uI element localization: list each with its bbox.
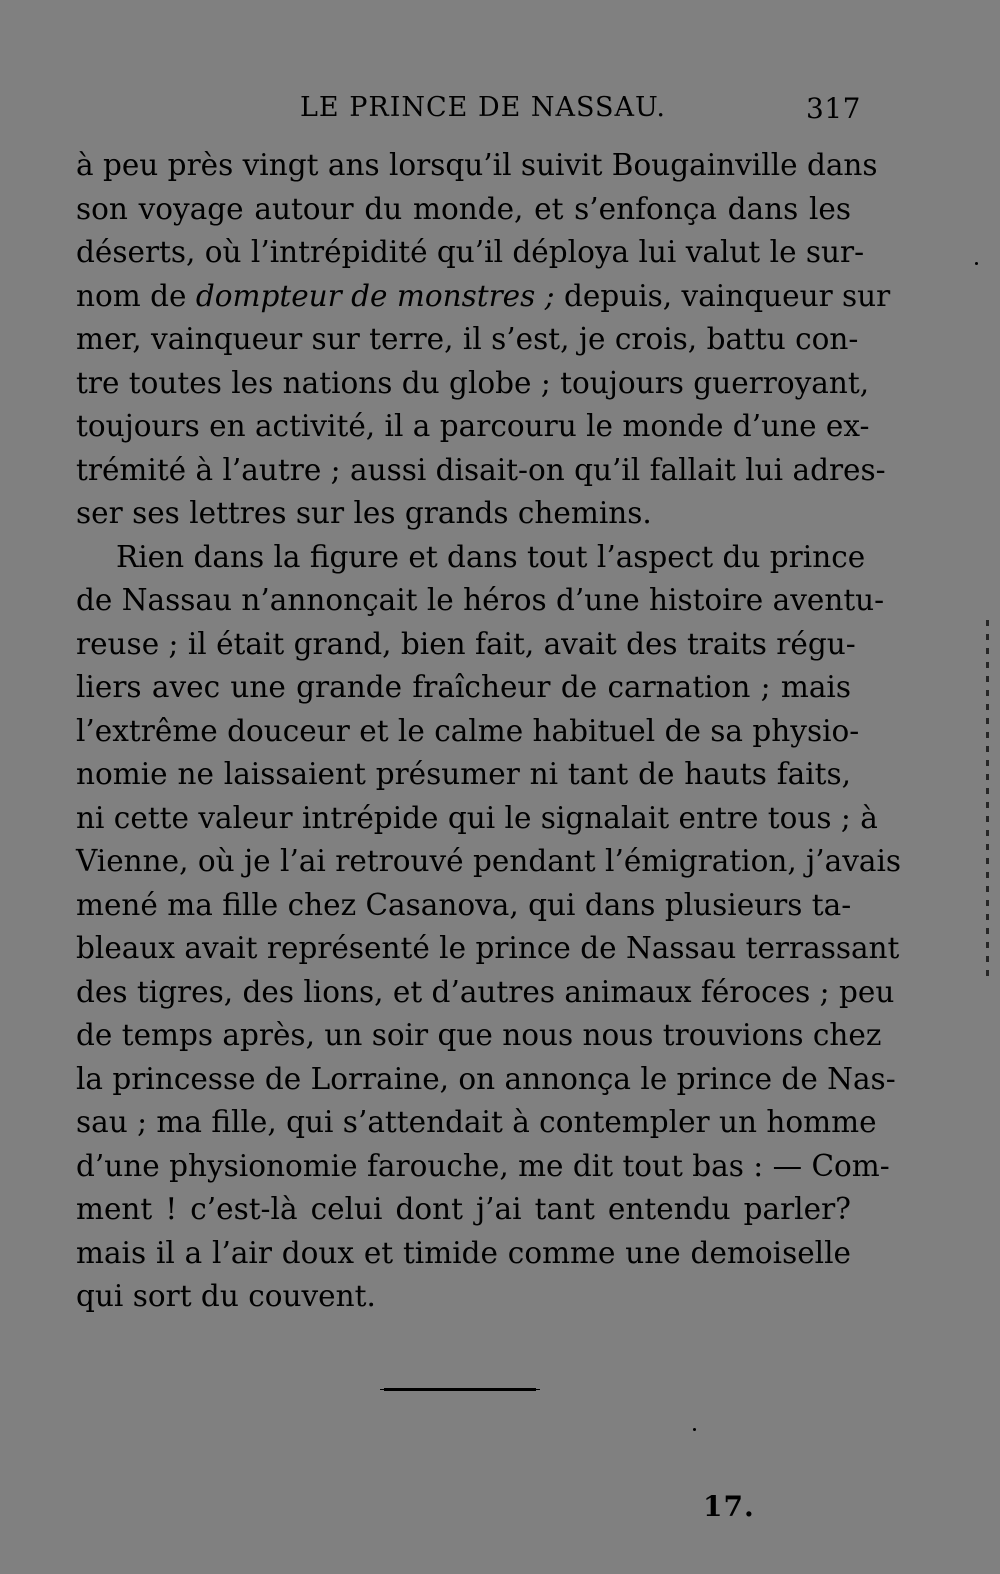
running-head [0, 92, 1000, 132]
text-line: Rien dans la figure et dans tout l’aspect du prince [116, 539, 866, 574]
text-line: nomie ne laissaient présumer ni tant de hauts faits, [76, 757, 851, 791]
text-line: trémité à l’autre ; aussi disait-on qu’il fallait lui adres- [76, 452, 886, 487]
text-line: déserts, où l’intrépidité qu’il déploya lui valut le sur- [76, 235, 865, 269]
text-line: Vienne, où je l’ai retrouvé pendant l’émigration, j’avais [76, 844, 902, 878]
page-edge-mark [986, 620, 989, 980]
text-line: bleaux avait représenté le prince de Nassau terrassant [76, 931, 900, 965]
text-line: qui sort du couvent. [76, 1279, 376, 1313]
text-line: ser ses lettres sur les grands chemins. [76, 496, 652, 530]
signature-mark: 17. [703, 1490, 755, 1523]
text-line: mer, vainqueur sur terre, il s’est, je crois, battu con- [76, 322, 859, 356]
text-line: la princesse de Lorraine, on annonça le prince de Nas- [76, 1061, 896, 1096]
text-line: son voyage autour du monde, et s’enfonça dans les [76, 191, 851, 226]
body-text [76, 144, 902, 1319]
running-title: LE PRINCE DE NASSAU. [300, 92, 666, 123]
print-speck [693, 1428, 696, 1431]
text-line: mais il a l’air doux et timide comme une demoiselle [76, 1235, 851, 1270]
text-line: d’une physionomie farouche, me dit tout bas : — Com- [76, 1148, 890, 1183]
text-line: des tigres, des lions, et d’autres animaux féroces ; peu [76, 974, 895, 1009]
text-line: ment ! c’est-là celui dont j’ai tant entendu parler? [76, 1192, 851, 1226]
text-line: toujours en activité, il a parcouru le monde d’une ex- [76, 409, 870, 443]
text-line-with-italic [76, 275, 891, 319]
paragraph-2 [76, 536, 902, 1319]
text-line: ni cette valeur intrépide qui le signalait entre tous ; à [76, 800, 878, 835]
section-end-rule [384, 1388, 536, 1391]
text-line: l’extrême douceur et le calme habituel de sa physio- [76, 713, 860, 748]
text-line: de temps après, un soir que nous nous trouvions chez [76, 1018, 882, 1052]
text-line: tre toutes les nations du globe ; toujours guerroyant, [76, 365, 870, 400]
page-number: 317 [806, 92, 861, 125]
text-line: liers avec une grande fraîcheur de carnation ; mais [76, 670, 851, 704]
line-segment: nom de [76, 278, 196, 313]
text-line: mené ma fille chez Casanova, qui dans plusieurs ta- [76, 887, 852, 922]
text-line: sau ; ma fille, qui s’attendait à contempler un homme [76, 1105, 877, 1139]
text-line: à peu près vingt ans lorsqu’il suivit Bougainville dans [76, 148, 878, 182]
line-segment: depuis, vainqueur sur [554, 278, 891, 313]
text-line: reuse ; il était grand, bien fait, avait des traits régu- [76, 626, 856, 661]
italic-phrase: dompteur de monstres ; [195, 278, 555, 313]
paragraph-1 [76, 144, 891, 536]
print-speck [975, 262, 978, 265]
text-line: de Nassau n’annonçait le héros d’une histoire aventu- [76, 583, 885, 617]
